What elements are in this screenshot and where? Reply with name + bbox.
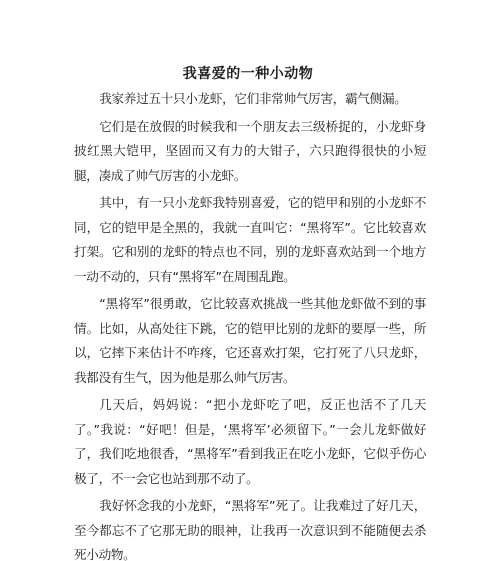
paragraph-5: 几天后，妈妈说：“把小龙虾吃了吧，反正也活不了几天了。”我说：“好吧！但是，‘黑将军’必须留下。”一会儿龙虾做好了，我们吃地很香，“黑将军”看到我正在吃小龙虾，它似乎伤心极了，不一会它也站到那不动了。 (74, 397, 426, 486)
paragraph-2: 它们是在放假的时候我和一个朋友去三级桥捉的，小龙虾身披红黑大铠甲，坚固而又有力的大钳子，六只跑得很快的小短腿，凑成了帅气厉害的小龙虾。 (74, 118, 426, 183)
paragraph-4: “黑将军”很勇敢，它比较喜欢挑战一些其他龙虾做不到的事情。比如，从高处往下跳，它的铠甲比别的龙虾的要厚一些，所以，它摔下来估计不咋疼，它还喜欢打架，它打死了八只龙虾，我都没有生气，因为他是那么帅气厉害。 (74, 296, 426, 385)
document-body (74, 87, 426, 561)
paragraph-3: 其中，有一只小龙虾我特别喜爱，它的铠甲和别的小龙虾不同，它的铠甲是全黑的，我就一直叫它：“黑将军”。它比较喜欢打架。它和别的龙虾的特点也不同，别的龙虾喜欢站到一个地方一动不动的，只有“黑将军”在周围乱跑。 (74, 195, 426, 284)
paragraph-6: 我好怀念我的小龙虾，“黑将军”死了。让我难过了好几天，至今都忘不了它那无助的眼神，让我再一次意识到不能随便去杀死小动物。 (74, 498, 426, 561)
page-title: 我喜爱的一种小动物 (182, 66, 314, 82)
paragraph-1: 我家养过五十只小龙虾，它们非常帅气厉害，霸气侧漏。 (99, 91, 407, 106)
